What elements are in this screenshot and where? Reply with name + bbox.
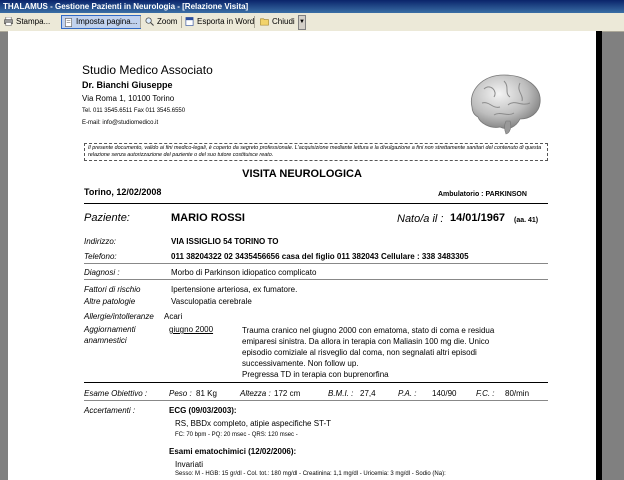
- studio-phones: Tel. 011 3545.6511 Fax 011 3545.6550: [82, 108, 186, 114]
- ecg-title: ECG (09/03/2003):: [169, 406, 237, 415]
- window-title: THALAMUS - Gestione Pazienti in Neurologia - [Relazione Visita]: [0, 0, 624, 13]
- report-title: VISITA NEUROLOGICA: [242, 168, 362, 180]
- toolbar: [0, 13, 624, 32]
- studio-name: Studio Medico Associato: [82, 63, 213, 77]
- history-update-line: Trauma cranico nel giugno 2000 con ematoma, stato di coma e residua: [242, 326, 495, 335]
- bmi-label: B.M.I. :: [328, 389, 354, 398]
- studio-email: E-mail: info@studiomedico.it: [82, 120, 159, 126]
- weight-label: Peso :: [169, 389, 192, 398]
- close-label: Chiudi: [272, 17, 295, 26]
- doctor-name: Dr. Bianchi Giuseppe: [82, 80, 173, 90]
- exam-label: Esame Obiettivo :: [84, 389, 148, 398]
- divider: [84, 263, 548, 264]
- diagnosis-label: Diagnosi :: [84, 268, 120, 277]
- fc-label: F.C. :: [476, 389, 495, 398]
- toolbar-separator: [140, 16, 141, 28]
- page-setup-button[interactable]: [61, 15, 141, 29]
- export-word-label: Esporta in Word: [197, 17, 255, 26]
- ecg-parameters: FC: 70 bpm - PQ: 20 msec - QRS: 120 msec -: [175, 432, 298, 438]
- height-label: Altezza :: [240, 389, 271, 398]
- word-document-icon: [185, 17, 194, 26]
- toolbar-separator: [254, 16, 255, 28]
- blood-tests-parameters: Sesso: M - HGB: 15 gr/dl - Col. tot.: 180 mg/dl - Creatinina: 1,1 mg/dl - Uricemia: 3 mg/dl - Sodio (Na):: [175, 471, 446, 477]
- blood-tests-title: Esami ematochimici (12/02/2006):: [169, 447, 297, 456]
- other-conditions-value: Vasculopatia cerebrale: [171, 297, 252, 306]
- fc-value: 80/min: [505, 389, 530, 398]
- weight-value: 81 Kg: [196, 389, 217, 398]
- toolbar-separator: [181, 16, 182, 28]
- born-date: 14/01/1967: [450, 212, 506, 224]
- allergies-value: Acari: [164, 312, 183, 321]
- born-label: Nato/a il :: [397, 213, 444, 225]
- folder-icon: [260, 17, 269, 26]
- patient-name: MARIO ROSSI: [171, 212, 245, 224]
- export-word-button[interactable]: [183, 15, 257, 29]
- studio-address: Via Roma 1, 10100 Torino: [82, 94, 175, 103]
- phone-value: 011 38204322 02 3435456656 casa del figlio 011 382043 Cellulare : 338 3483305: [171, 252, 469, 261]
- print-label: Stampa...: [16, 17, 51, 26]
- other-conditions-label: Altre patologie: [84, 297, 136, 306]
- zoom-button[interactable]: [143, 15, 180, 29]
- phone-label: Telefono:: [84, 252, 117, 261]
- address-value: VIA ISSIGLIO 54 TORINO TO: [171, 237, 279, 246]
- history-update-line: Pregressa TD in terapia con buprenorfina: [242, 370, 389, 379]
- height-value: 172 cm: [274, 389, 301, 398]
- report-page: [8, 31, 596, 480]
- history-updates-label-2: anamnestici: [84, 336, 127, 345]
- diagnosis-value: Morbo di Parkinson idiopatico complicato: [171, 268, 317, 277]
- magnifier-icon: [145, 17, 154, 26]
- pa-label: P.A. :: [398, 389, 417, 398]
- brain-logo: [464, 69, 544, 135]
- divider: [84, 382, 548, 383]
- place-date: Torino, 12/02/2008: [84, 187, 162, 197]
- history-updates-label-1: Aggiornamenti: [84, 325, 136, 334]
- divider: [84, 203, 548, 204]
- divider: [84, 400, 548, 401]
- zoom-label: Zoom: [157, 17, 178, 26]
- ecg-result: RS, BBDx completo, atipie aspecifiche ST-T: [175, 419, 332, 428]
- page-setup-icon: [64, 18, 73, 27]
- toolbar-overflow-chevron[interactable]: ▼: [298, 15, 306, 30]
- risk-factors-label: Fattori di rischio: [84, 285, 141, 294]
- bmi-value: 27,4: [360, 389, 376, 398]
- history-update-text: [242, 325, 494, 380]
- pa-value: 140/90: [432, 389, 457, 398]
- tests-label: Accertamenti :: [84, 406, 136, 415]
- address-label: Indirizzo:: [84, 237, 117, 246]
- blood-tests-result: Invariati: [175, 460, 204, 469]
- print-button[interactable]: [2, 15, 53, 29]
- risk-factors-value: Ipertensione arteriosa, ex fumatore.: [171, 285, 298, 294]
- history-update-line: episodio comiziale al risveglio dal coma, non segnalati altri episodi: [242, 348, 477, 357]
- printer-icon: [4, 17, 13, 26]
- history-update-line: emiparesi sinistra. Da allora in terapia con Maliasin 100 mg die. Unico: [242, 337, 490, 346]
- allergies-label: Allergie/intolleranze: [84, 312, 154, 321]
- clinic-label: Ambulatorio : PARKINSON: [438, 191, 527, 198]
- divider: [84, 279, 548, 280]
- close-button[interactable]: [258, 15, 298, 29]
- history-update-date: giugno 2000: [169, 325, 214, 334]
- history-update-line: successivamente. Non follow up.: [242, 359, 359, 368]
- patient-age: (aa. 41): [514, 217, 539, 224]
- page-setup-label: Imposta pagina...: [76, 17, 138, 26]
- patient-label: Paziente:: [84, 212, 130, 224]
- privacy-disclaimer: Il presente documento, valido ai fini medico-legali, è coperto da segreto professionale. L'acquisizione mediante lettura e la divulgazione a fini non strettamente sanitari del contenuto di questa relazione senza autorizzazione del paziente o del suo tutore costituisce reato.: [84, 143, 548, 161]
